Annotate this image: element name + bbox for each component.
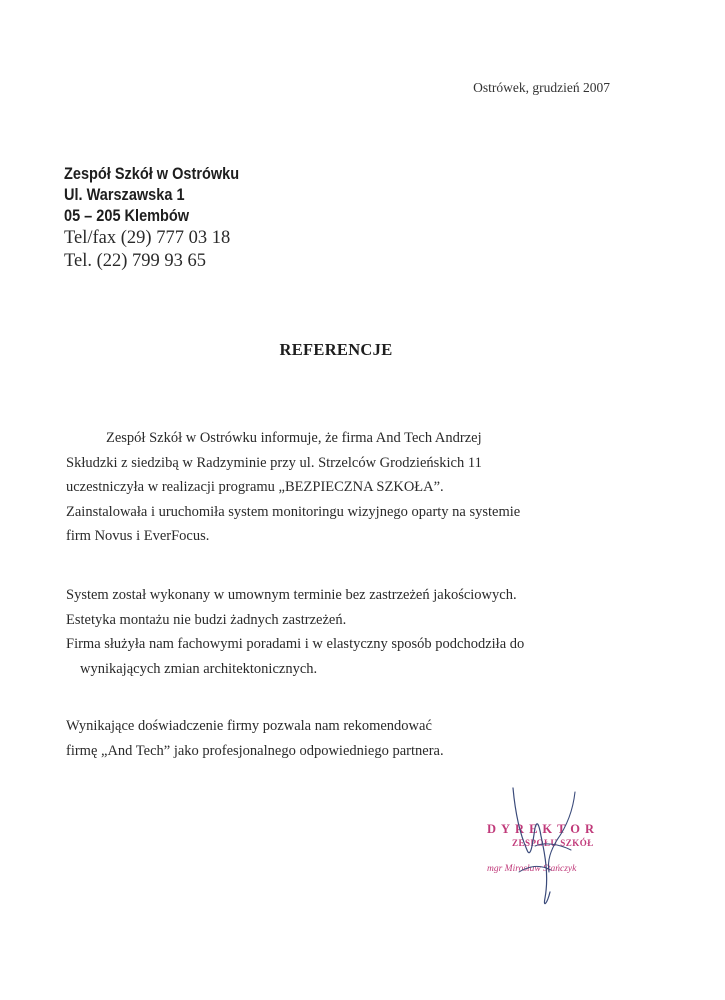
paragraph-line: firm Novus i EverFocus. [66,528,210,544]
paragraph-line: Wynikające doświadczenie firmy pozwala nam rekomendować [66,718,432,734]
paragraph-line: Estetyka montażu nie budzi żadnych zastrzeżeń. [66,611,347,628]
director-stamp [475,780,625,930]
sender-address-block [64,164,263,273]
body-paragraph-3 [66,714,444,763]
stamp-title: DYREKTOR [487,822,600,836]
sender-street: Ul. Warszawska 1 [64,186,185,204]
paragraph-line: uczestniczyła w realizacji programu „BEZPIECZNA SZKOŁA”. [66,479,444,495]
paragraph-line: Zainstalowała i uruchomiła system monitoringu wizyjnego oparty na systemie [66,503,521,520]
paragraph-line: Skłudzki z siedzibą w Radzyminie przy ul. Strzelców Grodzieńskich 11 [66,454,482,471]
stamp-subtitle: ZESPOŁU SZKÓŁ [512,838,594,848]
handwritten-signature [475,780,625,930]
body-paragraph-1 [66,426,520,549]
place-date: Ostrówek, grudzień 2007 [473,80,610,95]
paragraph-line: Zespół Szkół w Ostrówku informuje, że firma And Tech Andrzej [106,430,482,446]
document-title: REFERENCJE [279,340,393,359]
sender-postal-city: 05 – 205 Klembów [64,207,190,225]
paragraph-line: firmę „And Tech” jako profesjonalnego odpowiedniego partnera. [66,742,444,759]
sender-name: Zespół Szkół w Ostrówku [64,165,240,183]
sender-telfax: Tel/fax (29) 777 03 18 [64,228,231,248]
paragraph-line: Firma służyła nam fachowymi poradami i w elastyczny sposób podchodziła do [66,636,525,652]
paragraph-line: wynikających zmian architektonicznych. [80,660,318,677]
sender-tel: Tel. (22) 799 93 65 [64,251,207,271]
stamp-name: mgr Mirosław Stańczyk [487,864,577,874]
body-paragraph-2 [66,583,524,681]
paragraph-line: System został wykonany w umownym terminie bez zastrzeżeń jakościowych. [66,587,517,603]
